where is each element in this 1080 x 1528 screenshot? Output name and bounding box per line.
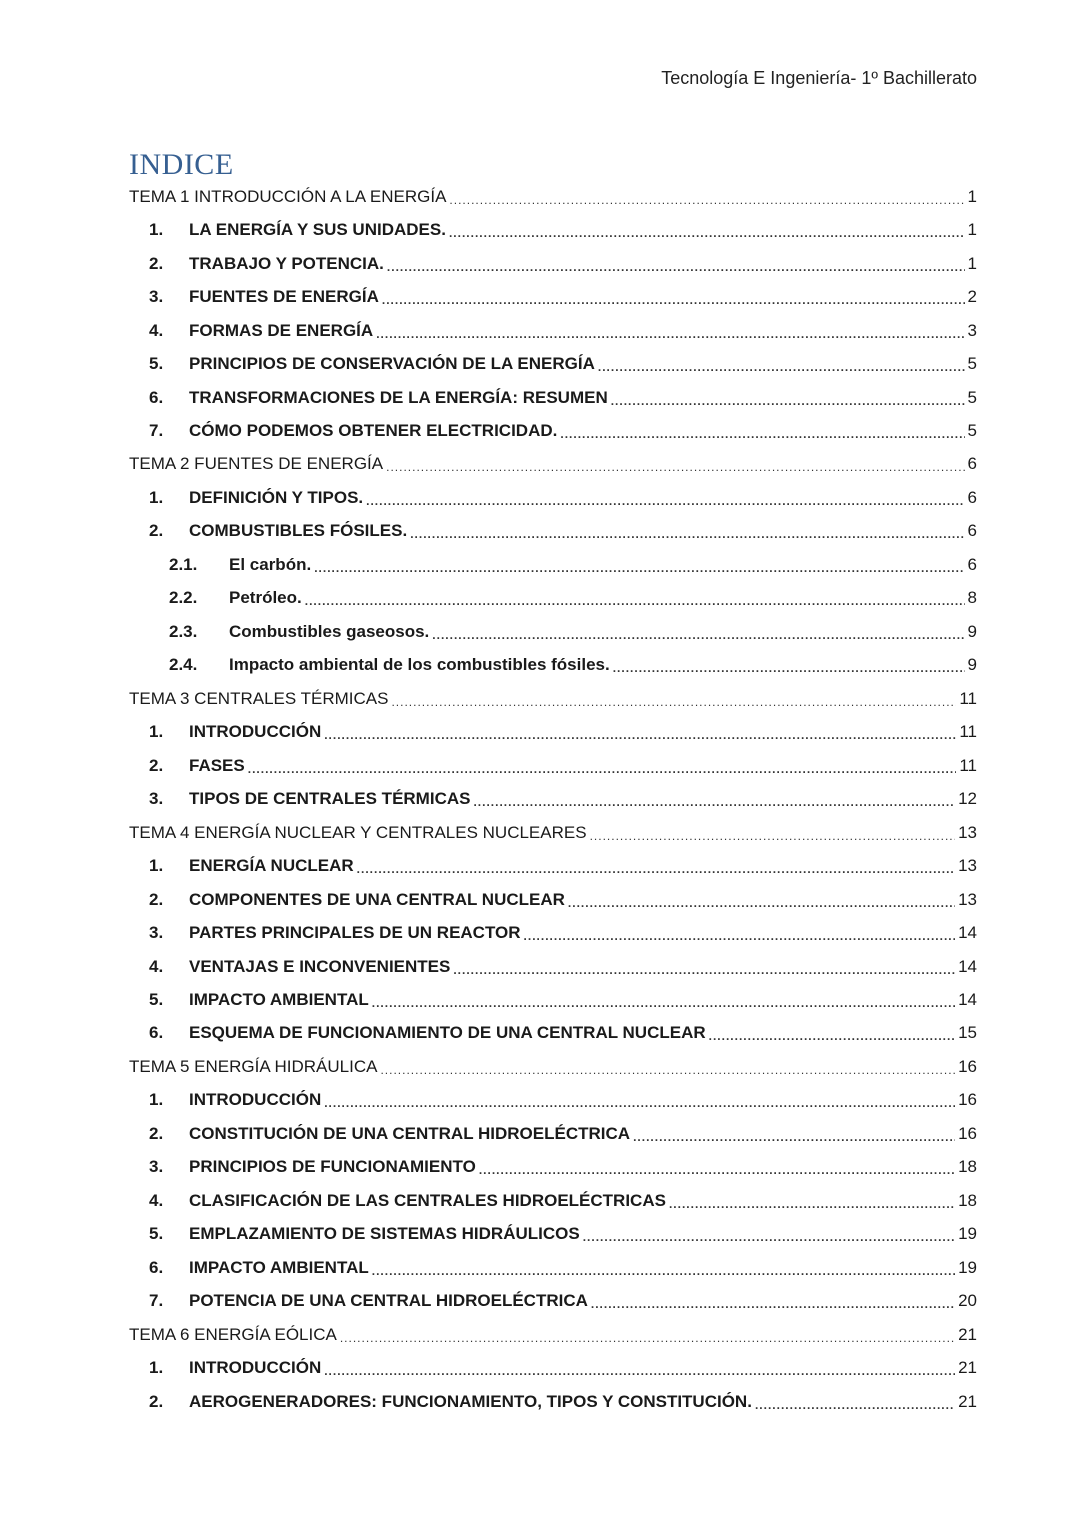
toc-entry-title: AEROGENERADORES: FUNCIONAMIENTO, TIPOS Y CONSTITUCIÓN.: [189, 1391, 752, 1411]
toc-entry[interactable]: [129, 916, 977, 949]
toc-entry-title: TEMA 4 ENERGÍA NUCLEAR Y CENTRALES NUCLEARES: [129, 822, 587, 842]
toc-entry[interactable]: [129, 582, 977, 615]
toc-entry-page-number: 13: [958, 889, 977, 909]
dot-leader: [314, 562, 964, 574]
toc-entry-number: 1.: [149, 220, 164, 240]
toc-entry-number: 1.: [149, 1090, 164, 1110]
toc-entry-title: CÓMO PODEMOS OBTENER ELECTRICIDAD.: [189, 421, 558, 441]
toc-entry-page-number: 21: [958, 1324, 977, 1344]
toc-entry-page-number: 6: [967, 454, 977, 474]
toc-entry-page-number: 16: [958, 1123, 977, 1143]
dot-leader: [598, 361, 965, 373]
toc-entry-number: 2.: [149, 521, 164, 541]
toc-entry-page-number: 20: [958, 1291, 977, 1311]
toc-entry-page-number: 13: [958, 822, 977, 842]
toc-entry-page-number: 5: [967, 354, 977, 374]
toc-entry-title: IMPACTO AMBIENTAL: [189, 989, 369, 1009]
toc-entry[interactable]: [129, 180, 977, 213]
toc-entry-number: 5.: [149, 989, 164, 1009]
toc-entry-page-number: 11: [959, 722, 977, 742]
toc-entry-page-number: 16: [958, 1090, 977, 1110]
dot-leader: [583, 1231, 955, 1243]
toc-entry[interactable]: [129, 782, 977, 815]
dot-leader: [376, 328, 964, 340]
dot-leader: [357, 863, 955, 875]
toc-entry-number: 2.1.: [169, 554, 198, 574]
toc-entry-page-number: 18: [958, 1190, 977, 1210]
dot-leader: [449, 194, 964, 206]
toc-entry-title: CLASIFICACIÓN DE LAS CENTRALES HIDROELÉCTRICAS: [189, 1190, 666, 1210]
dot-leader: [613, 662, 965, 674]
toc-entry-page-number: 1: [967, 220, 977, 240]
toc-entry-title: COMPONENTES DE UNA CENTRAL NUCLEAR: [189, 889, 565, 909]
toc-entry-page-number: 6: [967, 554, 977, 574]
toc-entry-page-number: 14: [958, 956, 977, 976]
toc-entry-number: 2.4.: [169, 655, 198, 675]
dot-leader: [340, 1332, 955, 1344]
toc-entry-number: 2.2.: [169, 588, 198, 608]
toc-entry-number: 7.: [149, 1291, 164, 1311]
dot-leader: [524, 930, 956, 942]
toc-entry[interactable]: [129, 1351, 977, 1384]
toc-entry[interactable]: [129, 682, 977, 715]
toc-entry[interactable]: [129, 515, 977, 548]
toc-entry[interactable]: [129, 1284, 977, 1317]
toc-entry-title: FUENTES DE ENERGÍA: [189, 287, 379, 307]
dot-leader: [432, 629, 964, 641]
toc-entry-page-number: 9: [967, 621, 977, 641]
toc-entry-title: TEMA 5 ENERGÍA HIDRÁULICA: [129, 1056, 378, 1076]
toc-entry-number: 4.: [149, 1190, 164, 1210]
toc-entry-title: TEMA 6 ENERGÍA EÓLICA: [129, 1324, 337, 1344]
toc-entry-page-number: 12: [958, 789, 977, 809]
toc-entry[interactable]: [129, 1251, 977, 1284]
dot-leader: [324, 1097, 955, 1109]
toc-entry-page-number: 6: [967, 521, 977, 541]
toc-entry[interactable]: [129, 1117, 977, 1150]
toc-entry-page-number: 11: [959, 688, 977, 708]
toc-entry[interactable]: [129, 615, 977, 648]
dot-leader: [324, 1365, 955, 1377]
dot-leader: [479, 1164, 955, 1176]
dot-leader: [449, 227, 965, 239]
toc-entry-title: TRABAJO Y POTENCIA.: [189, 253, 384, 273]
toc-entry-page-number: 9: [967, 655, 977, 675]
toc-entry-title: POTENCIA DE UNA CENTRAL HIDROELÉCTRICA: [189, 1291, 588, 1311]
toc-entry-number: 5.: [149, 1224, 164, 1244]
toc-entry-page-number: 19: [958, 1257, 977, 1277]
toc-entry-page-number: 3: [967, 320, 977, 340]
toc-entry-title: FORMAS DE ENERGÍA: [189, 320, 374, 340]
toc-entry-title: TRANSFORMACIONES DE LA ENERGÍA: RESUMEN: [189, 387, 608, 407]
toc-entry-title: TEMA 2 FUENTES DE ENERGÍA: [129, 454, 384, 474]
toc-entry-number: 4.: [149, 320, 164, 340]
dot-leader: [386, 461, 964, 473]
toc-entry-page-number: 19: [958, 1224, 977, 1244]
toc-entry[interactable]: [129, 1017, 977, 1050]
toc-entry-page-number: 14: [958, 989, 977, 1009]
toc-entry-title: DEFINICIÓN Y TIPOS.: [189, 487, 364, 507]
toc-entry-number: 3.: [149, 287, 164, 307]
toc-entry-number: 3.: [149, 1157, 164, 1177]
toc-entry-title: CONSTITUCIÓN DE UNA CENTRAL HIDROELÉCTRICA: [189, 1123, 631, 1143]
toc-entry-title: INTRODUCCIÓN: [189, 722, 322, 742]
page-header: Tecnología E Ingeniería- 1º Bachillerato: [661, 68, 977, 88]
toc-entry-page-number: 14: [958, 923, 977, 943]
toc-entry-number: 4.: [149, 956, 164, 976]
toc-entry-number: 2.3.: [169, 621, 198, 641]
toc-entry[interactable]: [129, 280, 977, 313]
toc-entry-title: El carbón.: [229, 554, 312, 574]
dot-leader: [590, 830, 956, 842]
toc-entry-title: PARTES PRINCIPALES DE UN REACTOR: [189, 923, 521, 943]
toc-entry-title: TEMA 1 INTRODUCCIÓN A LA ENERGÍA: [129, 186, 447, 206]
toc-entry[interactable]: [129, 347, 977, 380]
dot-leader: [324, 729, 956, 741]
toc-entry-number: 1.: [149, 856, 164, 876]
toc-title: INDICE: [129, 148, 234, 181]
toc-entry-number: 1.: [149, 1358, 164, 1378]
dot-leader: [372, 1265, 955, 1277]
toc-entry-number: 2.: [149, 253, 164, 273]
toc-entry-title: TEMA 3 CENTRALES TÉRMICAS: [129, 688, 389, 708]
toc-entry-page-number: 21: [958, 1391, 977, 1411]
dot-leader: [473, 796, 955, 808]
toc-entry-number: 7.: [149, 421, 164, 441]
toc-entry-number: 2.: [149, 755, 164, 775]
dot-leader: [391, 696, 956, 708]
dot-leader: [709, 1030, 955, 1042]
toc-entry-title: Impacto ambiental de los combustibles fósiles.: [229, 655, 610, 675]
toc-entry-title: PRINCIPIOS DE CONSERVACIÓN DE LA ENERGÍA: [189, 354, 595, 374]
toc-entry[interactable]: [129, 548, 977, 581]
toc-entry[interactable]: [129, 1151, 977, 1184]
toc-entry-number: 1.: [149, 487, 164, 507]
toc-entry-page-number: 1: [967, 186, 977, 206]
toc-entry[interactable]: [129, 1318, 977, 1351]
toc-entry[interactable]: [129, 649, 977, 682]
toc-entry[interactable]: [129, 314, 977, 347]
toc-entry-title: IMPACTO AMBIENTAL: [189, 1257, 369, 1277]
dot-leader: [248, 763, 957, 775]
toc-entry-number: 5.: [149, 354, 164, 374]
toc-entry-number: 3.: [149, 923, 164, 943]
toc-entry-title: INTRODUCCIÓN: [189, 1090, 322, 1110]
table-of-contents: [129, 180, 977, 1418]
toc-entry[interactable]: [129, 381, 977, 414]
toc-entry-title: ESQUEMA DE FUNCIONAMIENTO DE UNA CENTRAL NUCLEAR: [189, 1023, 706, 1043]
toc-entry[interactable]: [129, 481, 977, 514]
toc-entry[interactable]: [129, 1184, 977, 1217]
dot-leader: [372, 997, 955, 1009]
toc-entry[interactable]: [129, 749, 977, 782]
dot-leader: [387, 261, 965, 273]
toc-entry-title: Combustibles gaseosos.: [229, 621, 430, 641]
toc-entry-page-number: 13: [958, 856, 977, 876]
toc-entry-number: 6.: [149, 387, 164, 407]
toc-entry-title: INTRODUCCIÓN: [189, 1358, 322, 1378]
toc-entry[interactable]: [129, 448, 977, 481]
toc-entry-title: PRINCIPIOS DE FUNCIONAMIENTO: [189, 1157, 476, 1177]
dot-leader: [305, 595, 965, 607]
dot-leader: [560, 428, 964, 440]
toc-entry[interactable]: [129, 983, 977, 1016]
toc-entry[interactable]: [129, 1385, 977, 1418]
toc-entry[interactable]: [129, 849, 977, 882]
toc-entry-page-number: 18: [958, 1157, 977, 1177]
toc-entry-page-number: 1: [967, 253, 977, 273]
toc-entry-number: 2.: [149, 1123, 164, 1143]
toc-entry-title: FASES: [189, 755, 245, 775]
toc-entry-page-number: 15: [958, 1023, 977, 1043]
dot-leader: [633, 1131, 955, 1143]
toc-entry-title: Petróleo.: [229, 588, 302, 608]
toc-entry-title: EMPLAZAMIENTO DE SISTEMAS HIDRÁULICOS: [189, 1224, 580, 1244]
dot-leader: [755, 1399, 955, 1411]
toc-entry[interactable]: [129, 950, 977, 983]
toc-entry[interactable]: [129, 213, 977, 246]
toc-entry-page-number: 5: [967, 387, 977, 407]
toc-entry-page-number: 11: [959, 755, 977, 775]
toc-entry[interactable]: [129, 883, 977, 916]
dot-leader: [382, 294, 965, 306]
toc-entry-number: 6.: [149, 1257, 164, 1277]
toc-entry-page-number: 16: [958, 1056, 977, 1076]
toc-entry-title: LA ENERGÍA Y SUS UNIDADES.: [189, 220, 446, 240]
dot-leader: [410, 528, 964, 540]
dot-leader: [366, 495, 964, 507]
dot-leader: [591, 1298, 955, 1310]
toc-entry-page-number: 8: [967, 588, 977, 608]
toc-entry-title: TIPOS DE CENTRALES TÉRMICAS: [189, 789, 471, 809]
toc-entry[interactable]: [129, 816, 977, 849]
toc-entry-page-number: 21: [958, 1358, 977, 1378]
toc-entry-number: 2.: [149, 889, 164, 909]
dot-leader: [453, 964, 955, 976]
dot-leader: [568, 897, 955, 909]
toc-entry-title: VENTAJAS E INCONVENIENTES: [189, 956, 451, 976]
dot-leader: [380, 1064, 955, 1076]
toc-entry-title: COMBUSTIBLES FÓSILES.: [189, 521, 408, 541]
dot-leader: [669, 1198, 955, 1210]
toc-entry[interactable]: [129, 1218, 977, 1251]
toc-entry[interactable]: [129, 1084, 977, 1117]
toc-entry-page-number: 5: [967, 421, 977, 441]
toc-entry[interactable]: [129, 716, 977, 749]
toc-entry-title: ENERGÍA NUCLEAR: [189, 856, 354, 876]
toc-entry-page-number: 6: [967, 487, 977, 507]
toc-entry-page-number: 2: [967, 287, 977, 307]
toc-entry-number: 3.: [149, 789, 164, 809]
toc-entry-number: 6.: [149, 1023, 164, 1043]
dot-leader: [611, 395, 965, 407]
toc-entry[interactable]: [129, 247, 977, 280]
toc-entry[interactable]: [129, 1050, 977, 1083]
toc-entry-number: 2.: [149, 1391, 164, 1411]
toc-entry[interactable]: [129, 414, 977, 447]
toc-entry-number: 1.: [149, 722, 164, 742]
